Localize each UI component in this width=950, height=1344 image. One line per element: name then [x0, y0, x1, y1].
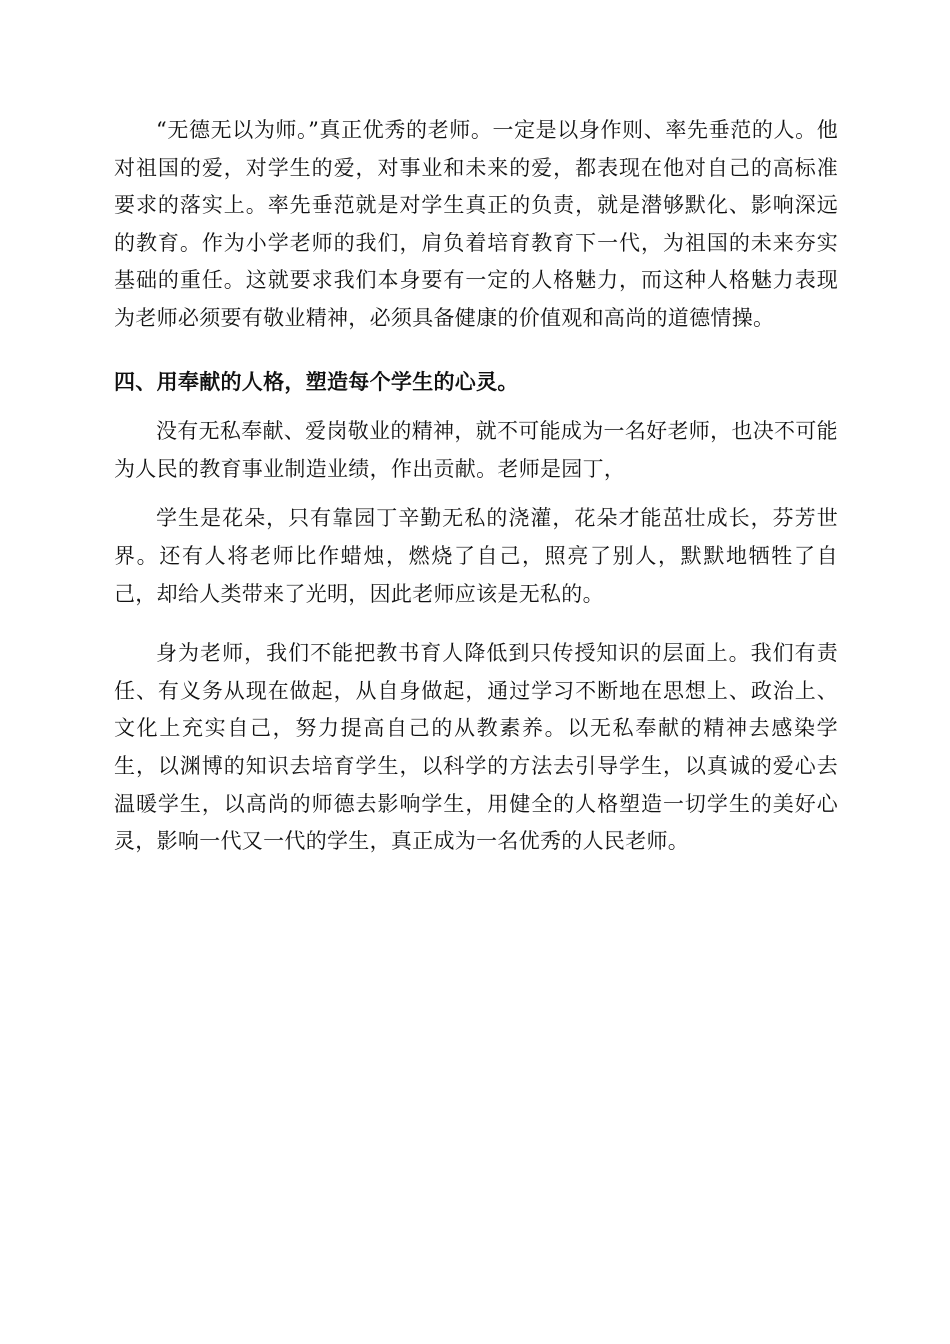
paragraph-dedication: 没有无私奉献、爱岗敬业的精神，就不可能成为一名好老师，也决不可能为人民的教育事业制造业绩，作出贡献。老师是园丁， — [114, 419, 838, 481]
section-heading-four: 四、用奉献的人格，塑造每个学生的心灵。 — [114, 369, 519, 394]
paragraph-role-model: “无德无以为师。”真正优秀的老师。一定是以身作则、率先垂范的人。他对祖国的爱，对学生的爱，对事业和未来的爱，都表现在他对自己的高标准要求的落实上。率先垂范就是对学生真正的负责，就是潜够默化、影响深远的教育。作为小学老师的我们，肩负着培育教育下一代，为祖国的未来夯实基础的重任。这就要求我们本身要有一定的人格魅力，而这种人格魅力表现为老师必须要有敬业精神，必须具备健康的价值观和高尚的道德情操。 — [114, 118, 838, 330]
paragraph-gardener-candle: 学生是花朵，只有靠园丁辛勤无私的浇灌，花朵才能茁壮成长，芬芳世界。还有人将老师比作蜡烛，燃烧了自己，照亮了别人，默默地牺牲了自己，却给人类带来了光明，因此老师应该是无私的。 — [114, 506, 838, 606]
paragraph-teacher-responsibility: 身为老师，我们不能把教书育人降低到只传授知识的层面上。我们有责任、有义务从现在做起，从自身做起，通过学习不断地在思想上、政治上、文化上充实自己，努力提高自己的从教素养。以无私奉献的精神去感染学生，以渊博的知识去培育学生，以科学的方法去引导学生，以真诚的爱心去温暖学生，以高尚的师德去影响学生，用健全的人格塑造一切学生的美好心灵，影响一代又一代的学生，真正成为一名优秀的人民老师。 — [114, 641, 838, 854]
document-page — [114, 112, 838, 861]
